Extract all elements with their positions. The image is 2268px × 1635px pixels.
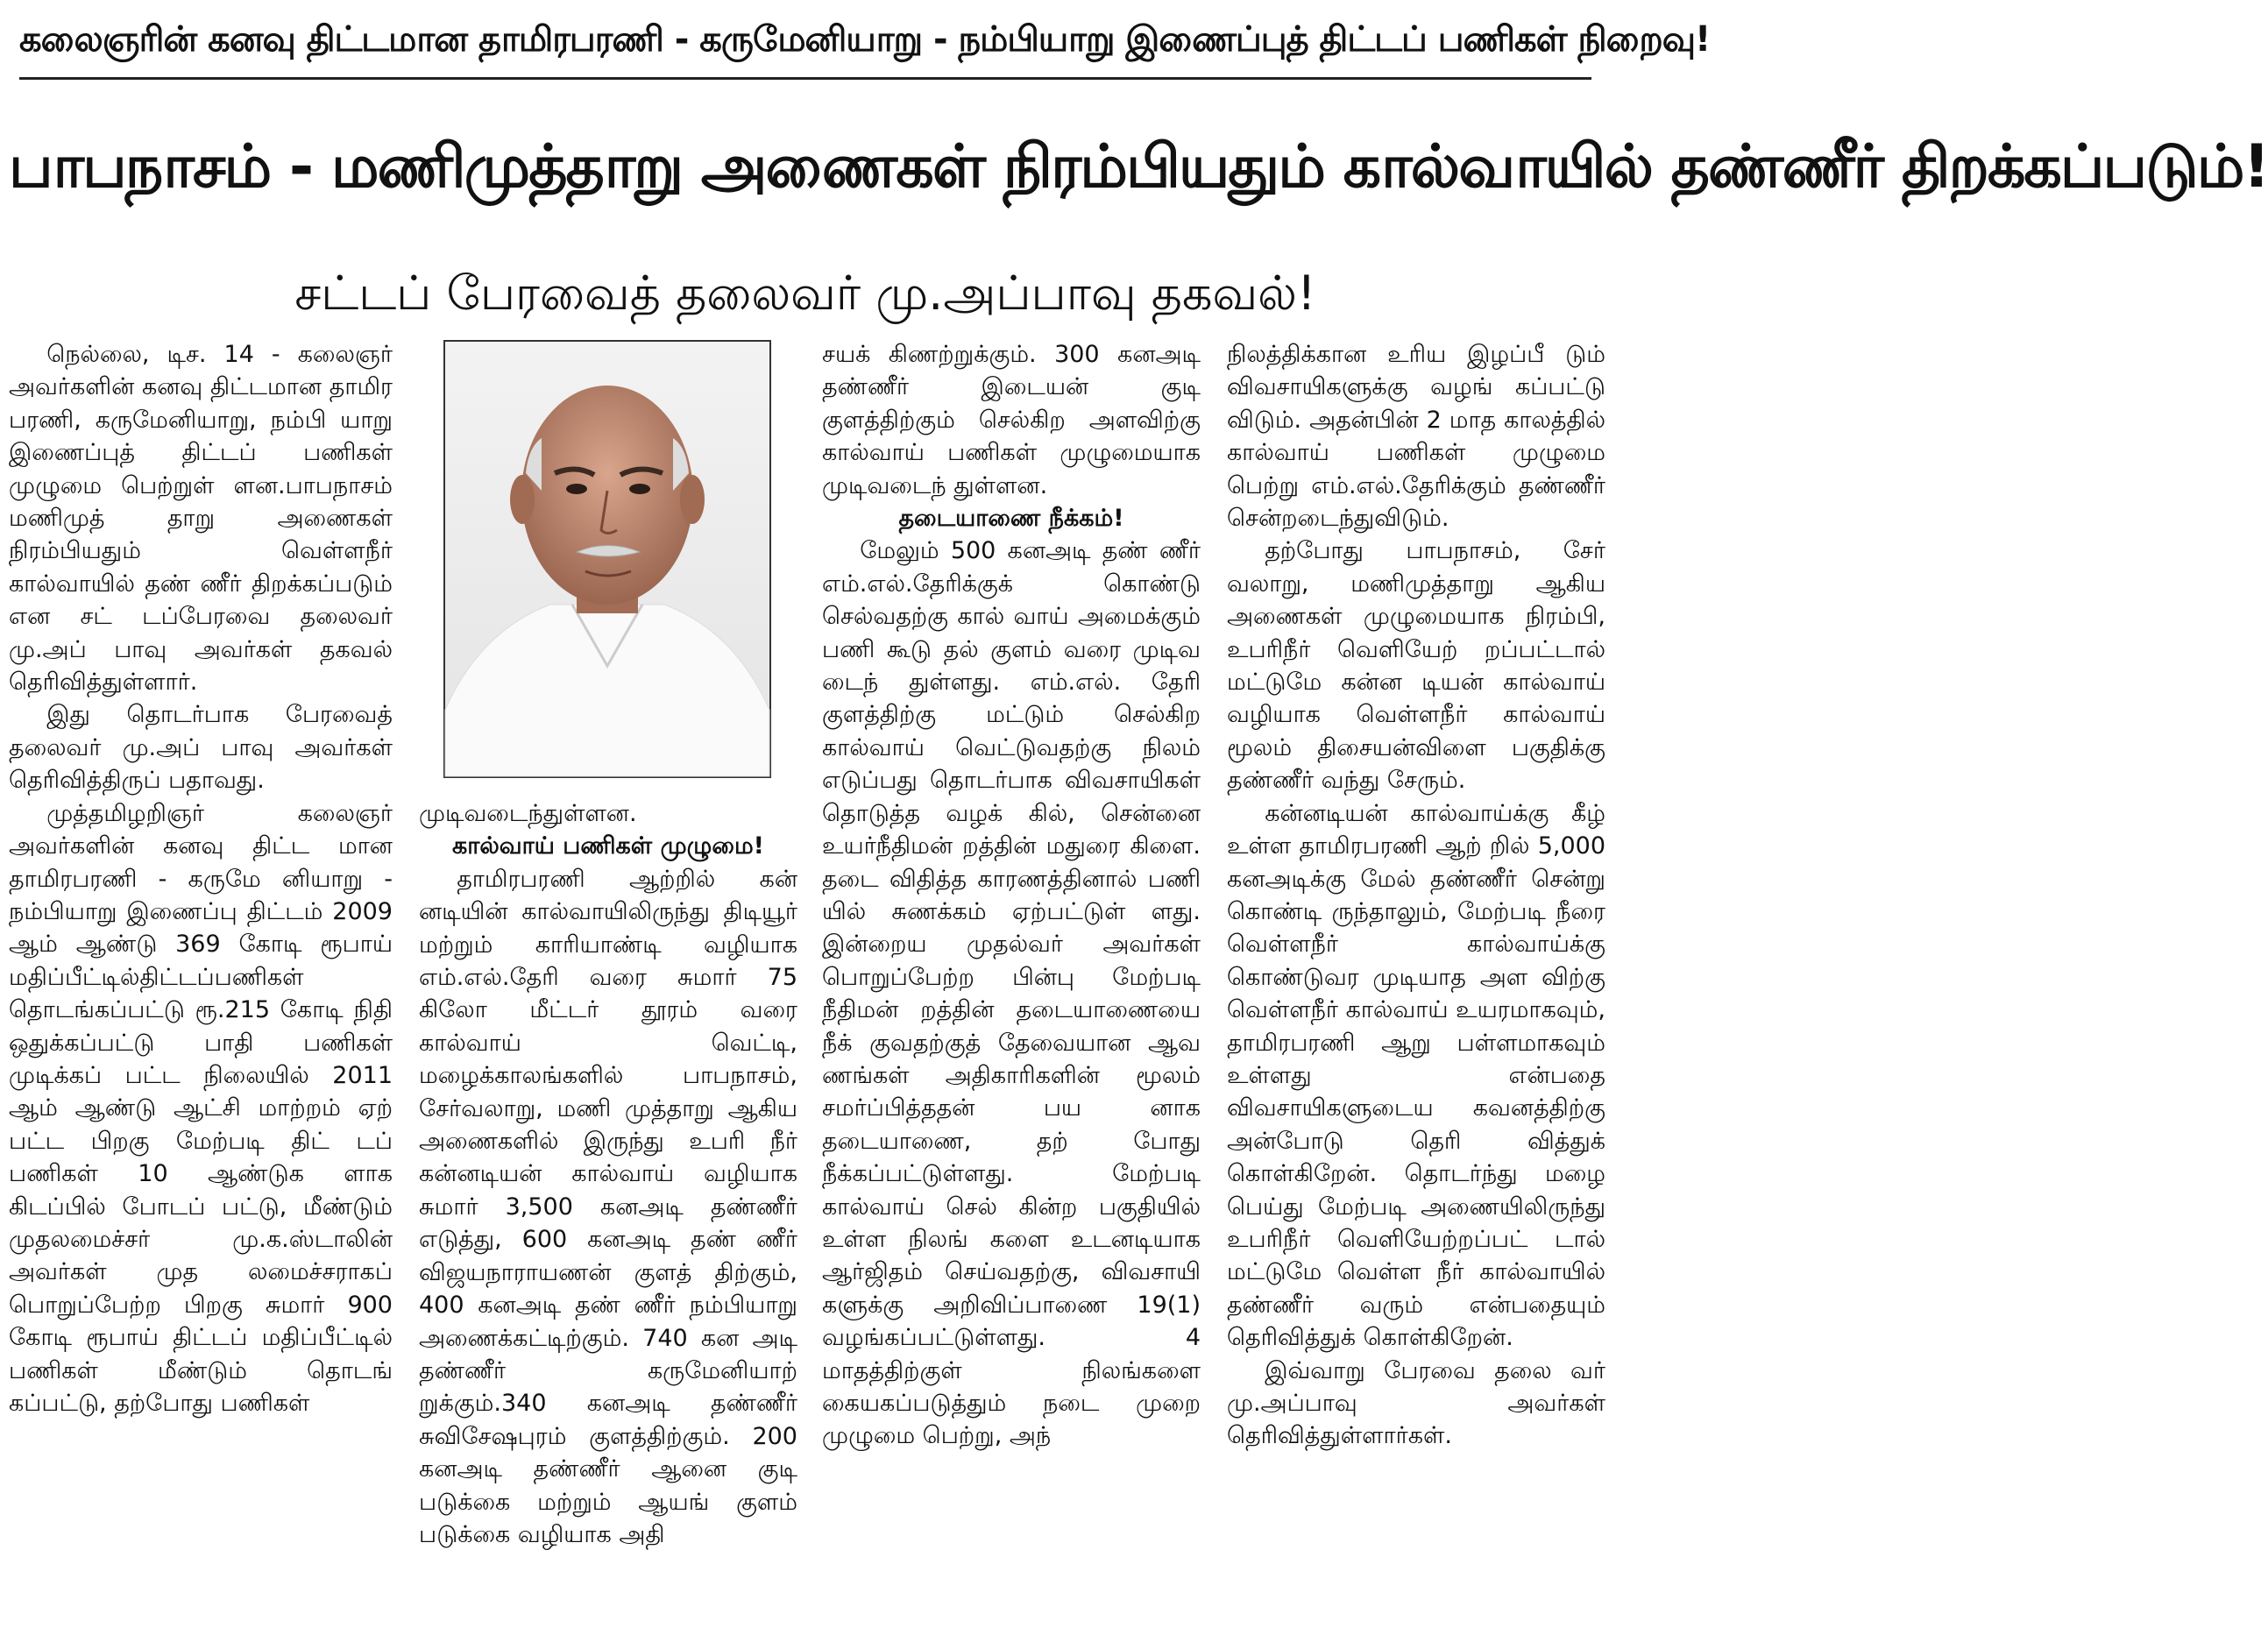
article-paragraph: முத்தமிழறிஞர் கலைஞர் அவர்களின் கனவு திட்ட மான தாமிரபரணி - கருமே னியாறு - நம்பியாறு இணைப்பு திட்டம் 2009 ஆம் ஆண்டு 369 கோடி ரூபாய் மதிப்பீட்டில்திட்டப்பணிகள் தொடங்கப்பட்டு ரூ.215 கோடி நிதி ஒதுக்கப்பட்டு பாதி பணிகள் முடிக்கப் பட்ட நிலையில் 2011 ஆம் ஆண்டு ஆட்சி மாற்றம் ஏற் பட்ட பிறகு மேற்படி திட் டப் பணிகள் 10 ஆண்டுக ளாக கிடப்பில் போடப் பட்டு, மீண்டும் முதலமைச்சர் மு.க.ஸ்டாலின் அவர்கள் முத லமைச்சராகப் பொறுப்பேற்ற பிறகு சுமார் 900 கோடி ரூபாய் திட்டப் மதிப்பீட்டில் பணிகள் மீண்டும் தொடங் கப்பட்டு, தற்போது பணிகள் [9,799,393,1417]
article-paragraph: இது தொடர்பாக பேரவைத் தலைவர் மு.அப் பாவு அவர்கள் தெரிவித்திருப் பதாவது. [9,701,393,795]
main-headline: பாபநாசம் - மணிமுத்தாறு அணைகள் நிரம்பியதும் கால்வாயில் தண்ணீர் திறக்கப்படும்! [9,132,2268,202]
article-paragraph: தற்போது பாபநாசம், சேர் வலாறு, மணிமுத்தாறு ஆகிய அணைகள் முழுமையாக நிரம்பி, உபரிநீர் வெளியேற் றப்பட்டால் மட்டுமே கன்ன டியன் கால்வாய் வழியாக வெள்ளநீர் கால்வாய் மூலம் திசையன்விளை பகுதிக்கு தண்ணீர் வந்து சேரும். [1227,537,1605,795]
portrait-photo [443,340,771,778]
article-column-1 [9,338,393,1635]
article-paragraph: சயக் கிணற்றுக்கும். 300 கனஅடி தண்ணீர் இடையன் குடி குளத்திற்கும் செல்கிற அளவிற்கு கால்வாய் பணிகள் முழுமையாக முடிவடைந் துள்ளன. [822,341,1201,499]
article-paragraph: இவ்வாறு பேரவை தலை வர் மு.அப்பாவு அவர்கள் தெரிவித்துள்ளார்கள். [1227,1356,1605,1450]
article-column-3 [822,338,1201,1635]
section-subheading: கால்வாய் பணிகள் முழுமை! [452,832,764,860]
article-paragraph: நெல்லை, டிச. 14 - கலைஞர் அவர்களின் கனவு திட்டமான தாமிர பரணி, கருமேனியாறு, நம்பி யாறு இணைப்புத் திட்டப் பணிகள் முழுமை பெற்றுள் ளன.பாபநாசம் மணிமுத் தாறு அணைகள் நிரம்பியதும் வெள்ளநீர் கால்வாயில் தண் ணீர் திறக்கப்படும் என சட் டப்பேரவை தலைவர் மு.அப் பாவு அவர்கள் தகவல் தெரிவித்துள்ளார். [9,341,393,697]
kicker-headline: கலைஞரின் கனவு திட்டமான தாமிரபரணி - கருமேனியாறு - நம்பியாறு இணைப்புத் திட்டப் பணிகள் நிறைவு! [19,19,1711,60]
sub-headline: சட்டப் பேரவைத் தலைவர் மு.அப்பாவு தகவல்! [294,265,1316,321]
article-column-2 [419,797,797,1635]
kicker-rule [19,77,1591,80]
article-paragraph: மேலும் 500 கனஅடி தண் ணீர் எம்.எல்.தேரிக்குக் கொண்டு செல்வதற்கு கால் வாய் அமைக்கும் பணி கூடு தல் குளம் வரை முடிவ டைந் துள்ளது. எம்.எல். தேரி குளத்திற்கு மட்டும் செல்கிற கால்வாய் வெட்டுவதற்கு நிலம் எடுப்பது தொடர்பாக விவசாயிகள் தொடுத்த வழக் கில், சென்னை உயர்நீதிமன் றத்தின் மதுரை கிளை. தடை விதித்த காரணத்தினால் பணி யில் சுணக்கம் ஏற்பட்டுள் ளது. இன்றைய முதல்வர் அவர்கள் பொறுப்பேற்ற பின்பு மேற்படி நீதிமன் றத்தின் தடையாணையை நீக் குவதற்குத் தேவையான ஆவ ணங்கள் அதிகாரிகளின் மூலம் சமர்ப்பித்ததன் பய னாக தடையாணை, தற் போது நீக்கப்பட்டுள்ளது. மேற்படி கால்வாய் செல் கின்ற பகுதியில் உள்ள நிலங் களை உடனடியாக ஆர்ஜிதம் செய்வதற்கு, விவசாயி களுக்கு அறிவிப்பாணை 19(1) வழங்கப்பட்டுள்ளது. 4 மாதத்திற்குள் நிலங்களை கையகப்படுத்தும் நடை முறை முழுமை பெற்று, அந் [822,537,1201,1450]
article-paragraph: கன்னடியன் கால்வாய்க்கு கீழ் உள்ள தாமிரபரணி ஆற் றில் 5,000 கனஅடிக்கு மேல் தண்ணீர் சென்று கொண்டி ருந்தாலும், மேற்படி நீரை வெள்ளநீர் கால்வாய்க்கு கொண்டுவர முடியாத அள விற்கு வெள்ளநீர் கால்வாய் உயரமாகவும், தாமிரபரணி ஆறு பள்ளமாகவும் உள்ளது என்பதை விவசாயிகளுடைய கவனத்திற்கு அன்போடு தெரி வித்துக் கொள்கிறேன். தொடர்ந்து மழை பெய்து மேற்படி அணையிலிருந்து உபரிநீர் வெளியேற்றப்பட் டால் மட்டுமே வெள்ள நீர் கால்வாயில் தண்ணீர் வரும் என்பதையும் தெரிவித்துக் கொள்கிறேன். [1227,799,1605,1352]
article-paragraph: தாமிரபரணி ஆற்றில் கன் னடியின் கால்வாயிலிருந்து திடியூர் மற்றும் காரியாண்டி வழியாக எம்.எல்.தேரி வரை சுமார் 75 கிலோ மீட்டர் தூரம் வரை கால்வாய் வெட்டி, மழைக்காலங்களில் பாபநாசம், சேர்வலாறு, மணி முத்தாறு ஆகிய அணைகளில் இருந்து உபரி நீர் கன்னடியன் கால்வாய் வழியாக சுமார் 3,500 கனஅடி தண்ணீர் எடுத்து, 600 கனஅடி தண் ணீர் விஜயநாராயணன் குளத் திற்கும், 400 கனஅடி தண் ணீர் நம்பியாறு அணைக்கட்டிற்கும். 740 கன அடி தண்ணீர் கருமேனியாற் றுக்கும்.340 கனஅடி தண்ணீர் சுவிசேஷபுரம் குளத்திற்கும். 200 கனஅடி தண்ணீர் ஆனை குடி படுக்கை மற்றும் ஆயங் குளம் படுக்கை வழியாக அதி [419,865,797,1548]
article-paragraph: முடிவடைந்துள்ளன. [419,800,637,827]
article-paragraph: நிலத்திக்கான உரிய இழப்பீ டும் விவசாயிகளுக்கு வழங் கப்பட்டு விடும். அதன்பின் 2 மாத காலத்தில் கால்வாய் பணிகள் முழுமை பெற்று எம்.எல்.தேரிக்கும் தண்ணீர் சென்றடைந்துவிடும். [1227,341,1605,533]
section-subheading: தடையாணை நீக்கம்! [898,505,1124,533]
article-column-4 [1227,338,1605,1635]
